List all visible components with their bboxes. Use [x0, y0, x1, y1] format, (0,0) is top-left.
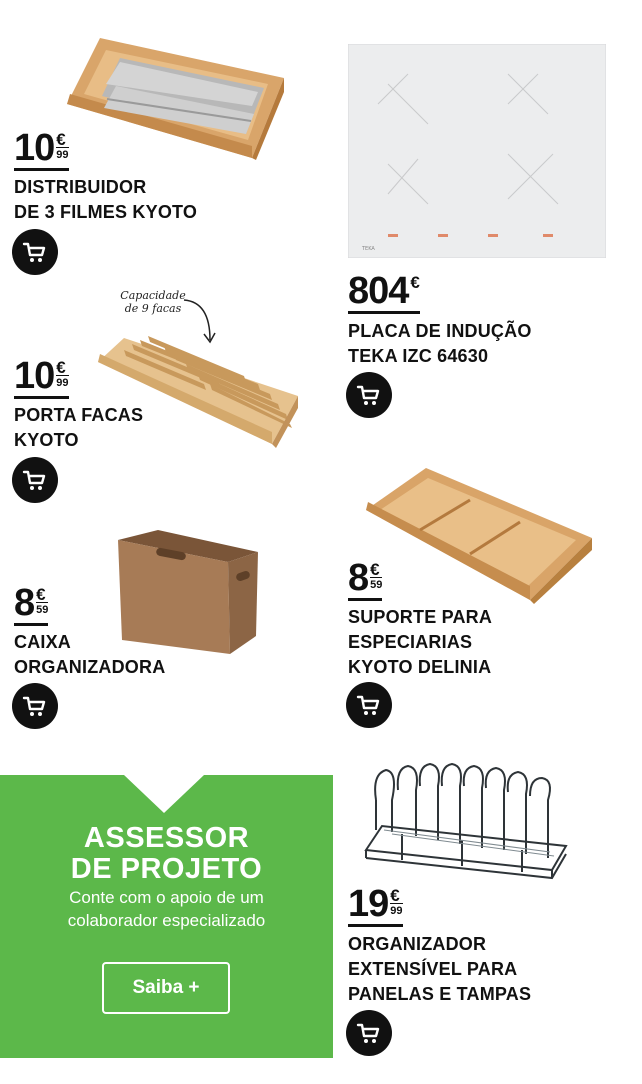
product-title-distribuidor[interactable] — [14, 175, 197, 225]
price-currency: € — [36, 585, 46, 604]
product-title-caixa[interactable] — [14, 630, 165, 680]
product-image-placa[interactable] — [348, 44, 606, 258]
price-integer: 8 — [14, 582, 35, 624]
price-cents: 99 — [56, 377, 69, 389]
capacity-annotation — [118, 289, 188, 315]
price-porta-facas — [14, 355, 69, 399]
shopping-cart-icon — [355, 691, 383, 719]
title-line: DE 3 FILMES KYOTO — [14, 202, 198, 222]
price-caixa — [14, 582, 49, 626]
price-organizador — [348, 883, 403, 927]
price-cents: 99 — [56, 149, 69, 161]
product-title-suporte[interactable] — [348, 605, 492, 680]
title-line: PLACA DE INDUÇÃO — [348, 321, 532, 341]
title-line: ORGANIZADORA — [14, 657, 166, 677]
price-currency: € — [410, 273, 420, 292]
shopping-cart-icon — [21, 466, 49, 494]
svg-text:TEKA: TEKA — [362, 246, 375, 252]
price-currency: € — [56, 130, 66, 149]
price-integer: 10 — [14, 355, 55, 397]
add-to-cart-button-porta-facas[interactable] — [12, 457, 58, 503]
price-integer: 19 — [348, 883, 389, 925]
product-image-organizador[interactable] — [362, 760, 568, 884]
product-title-placa[interactable] — [348, 319, 532, 369]
title-line: CAIXA — [14, 632, 72, 652]
price-suporte — [348, 557, 383, 601]
shopping-cart-icon — [355, 381, 383, 409]
add-to-cart-button-organizador[interactable] — [346, 1010, 392, 1056]
shopping-cart-icon — [21, 692, 49, 720]
price-cents: 59 — [36, 604, 49, 616]
promo-subtitle — [0, 886, 333, 932]
shopping-cart-icon — [355, 1019, 383, 1047]
price-integer: 804 — [348, 270, 409, 312]
promo-subtitle-line: Conte com o apoio de um — [69, 888, 264, 907]
price-cents: 59 — [370, 579, 383, 591]
title-line: TEKA IZC 64630 — [348, 346, 489, 366]
price-currency: € — [56, 358, 66, 377]
add-to-cart-button-distribuidor[interactable] — [12, 229, 58, 275]
annotation-line: Capacidade — [120, 289, 186, 302]
add-to-cart-button-caixa[interactable] — [12, 683, 58, 729]
price-distribuidor — [14, 127, 69, 171]
title-line: EXTENSÍVEL PARA — [348, 959, 518, 979]
title-line: SUPORTE PARA — [348, 607, 493, 627]
promo-assessor-banner — [0, 775, 333, 1058]
promo-title — [0, 823, 333, 885]
title-line: DISTRIBUIDOR — [14, 177, 147, 197]
promo-title-line: ASSESSOR — [83, 822, 250, 854]
product-title-porta-facas[interactable] — [14, 403, 143, 453]
title-line: ESPECIARIAS — [348, 632, 473, 652]
price-integer: 8 — [348, 557, 369, 599]
title-line: ORGANIZADOR — [348, 934, 487, 954]
price-integer: 10 — [14, 127, 55, 169]
price-placa — [348, 270, 420, 314]
title-line: KYOTO DELINIA — [348, 657, 492, 677]
annotation-line: de 9 facas — [124, 302, 182, 315]
price-currency: € — [390, 886, 400, 905]
product-image-distribuidor[interactable] — [62, 36, 287, 160]
product-title-organizador[interactable] — [348, 932, 531, 1007]
add-to-cart-button-placa[interactable] — [346, 372, 392, 418]
price-cents: 99 — [390, 905, 403, 917]
title-line: PANELAS E TAMPAS — [348, 984, 532, 1004]
product-image-suporte[interactable] — [362, 464, 594, 604]
price-currency: € — [370, 560, 380, 579]
add-to-cart-button-suporte[interactable] — [346, 682, 392, 728]
title-line: KYOTO — [14, 430, 79, 450]
promo-title-line: DE PROJETO — [70, 853, 263, 885]
promo-subtitle-line: colaborador especializado — [67, 911, 266, 930]
price-cents — [410, 290, 419, 291]
promo-notch — [124, 775, 204, 813]
title-line: PORTA FACAS — [14, 405, 144, 425]
shopping-cart-icon — [21, 238, 49, 266]
saiba-mais-button[interactable]: Saiba + — [102, 962, 230, 1014]
